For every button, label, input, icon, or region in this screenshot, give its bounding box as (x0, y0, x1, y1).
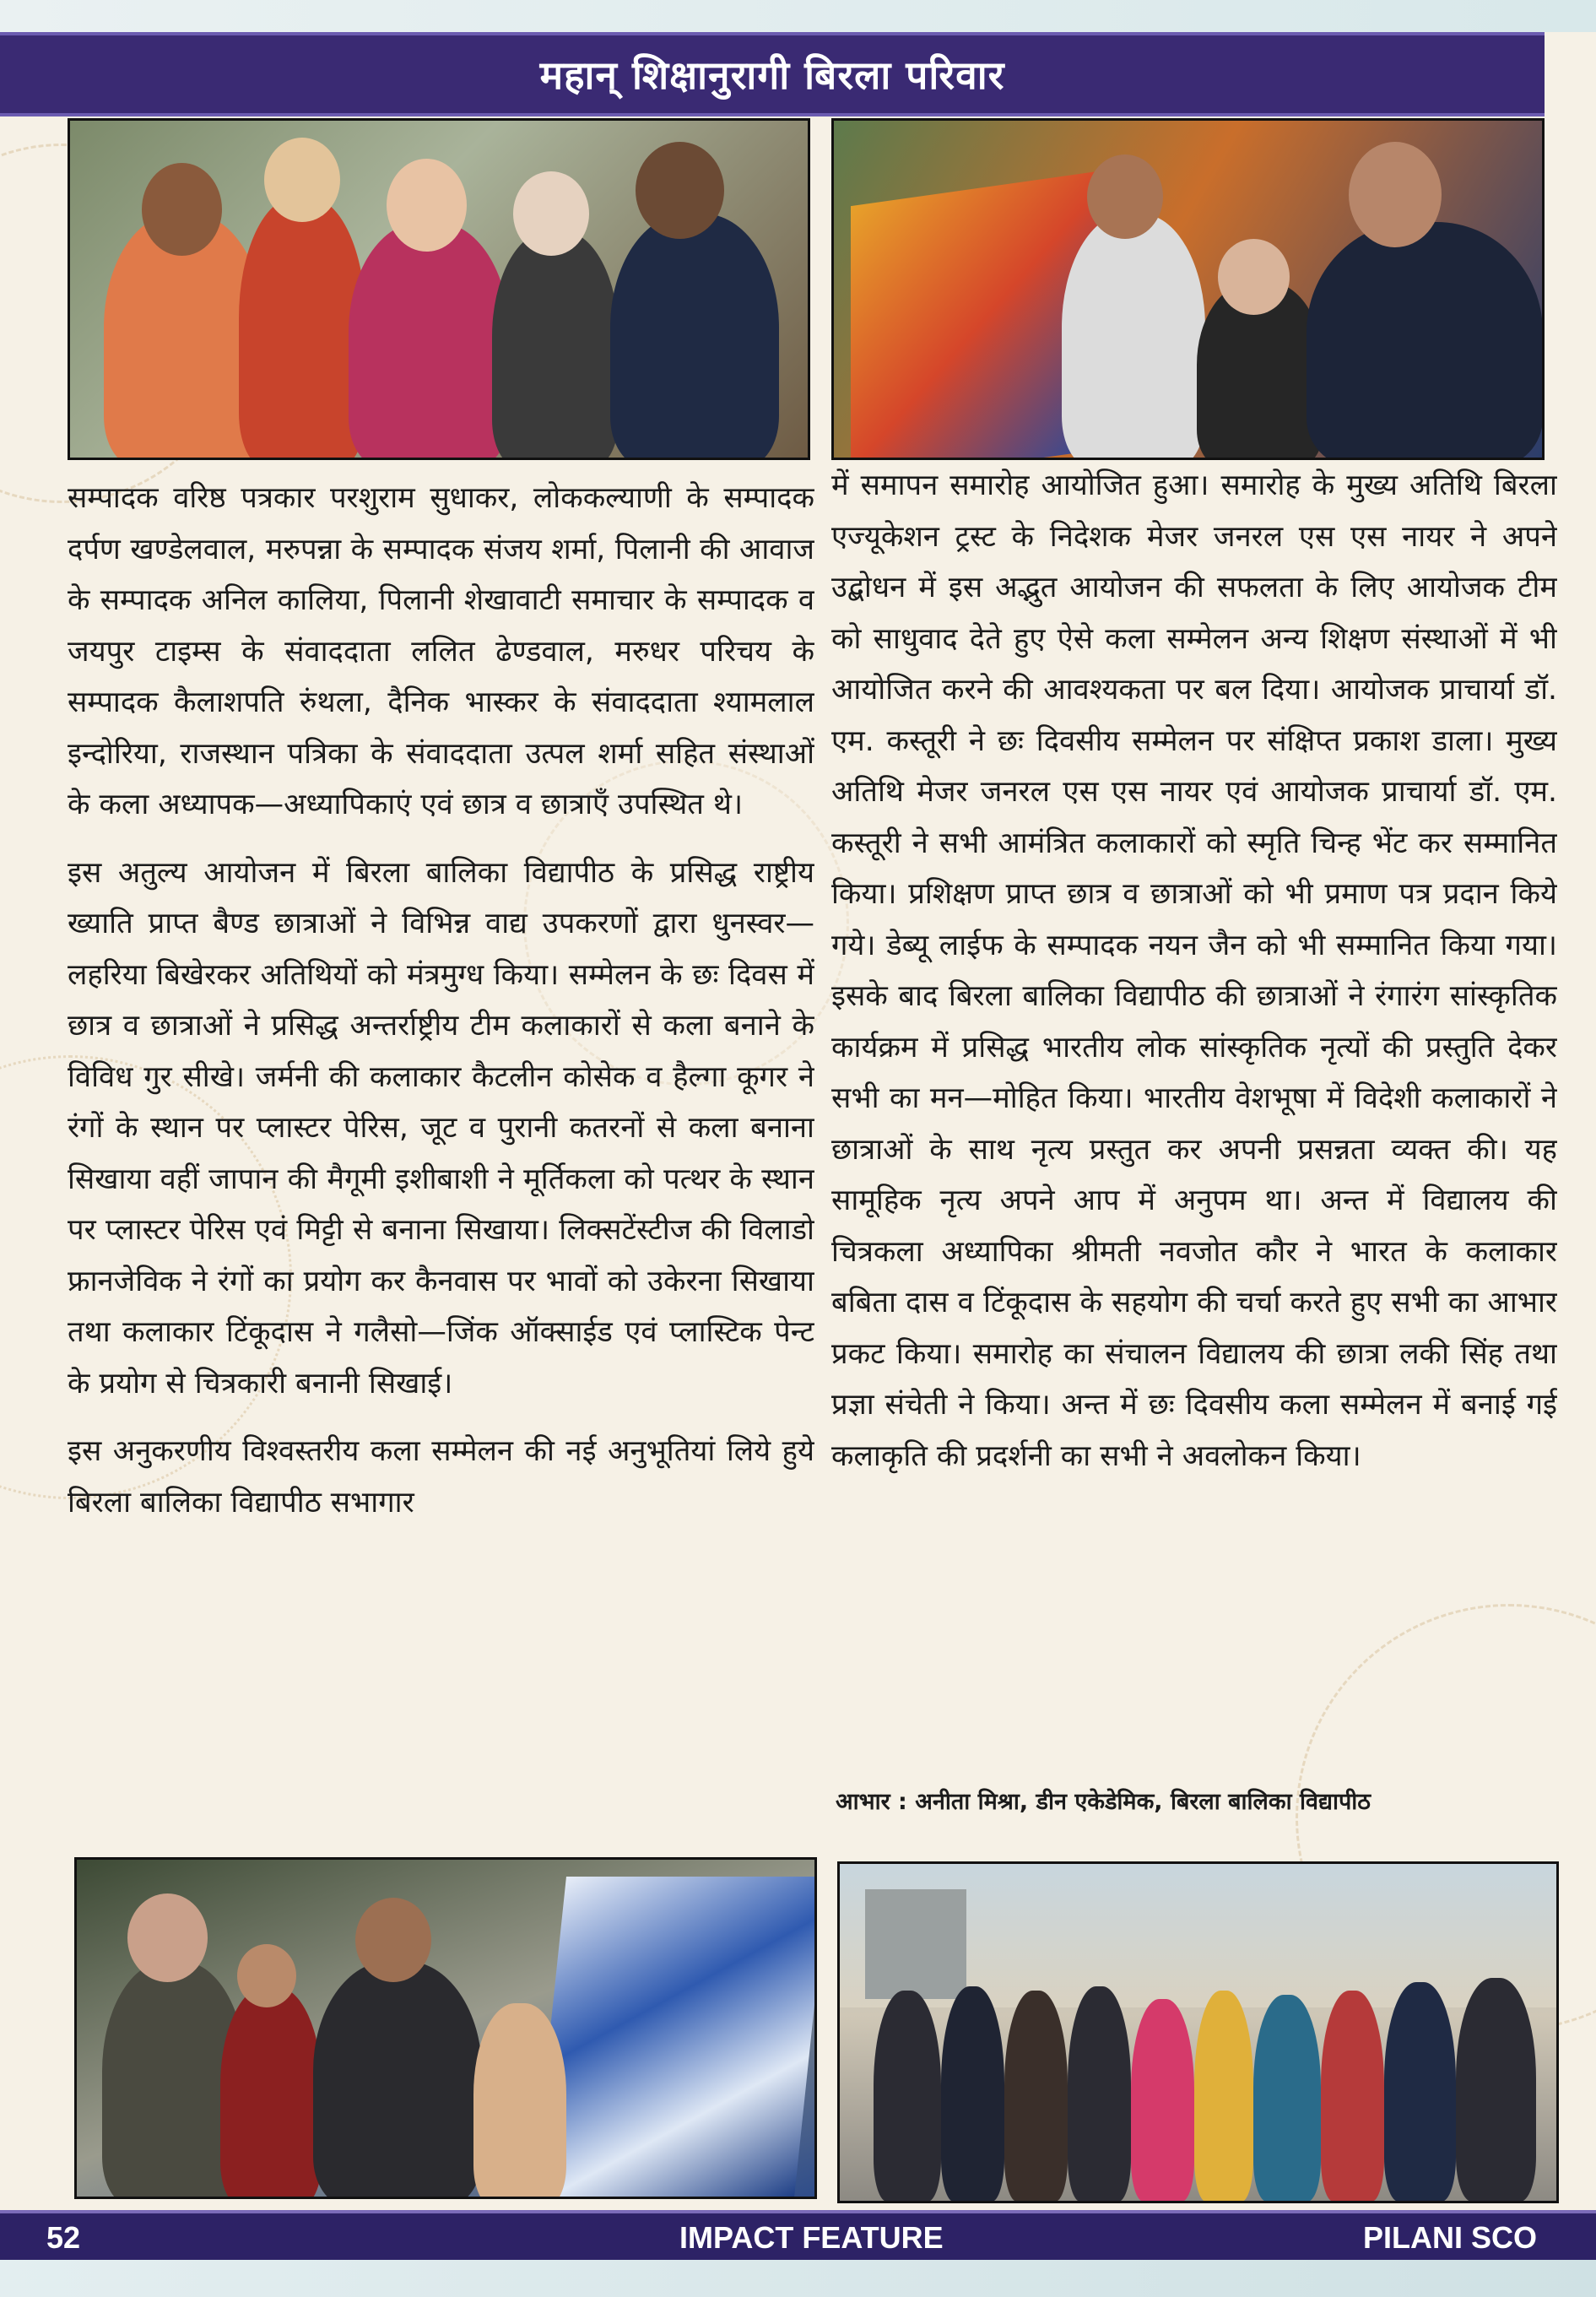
photo-guest-painting (831, 118, 1545, 460)
bottom-strip (0, 2260, 1596, 2297)
photo-guests-conversing (68, 118, 810, 460)
paragraph: इस अतुल्य आयोजन में बिरला बालिका विद्यापीठ के प्रसिद्ध राष्ट्रीय ख्याति प्राप्त बैण्ड छात्राओं ने विभिन्न वाद्य उपकरणों द्वारा धुनस्वर—लहरिया बिखेरकर अतिथियों को मंत्रमुग्ध किया। सम्मेलन के छः दिवस में छात्र व छात्राओं ने प्रसिद्ध अन्तर्राष्ट्रीय टीम कलाकारों से कला बनाने के विविध गुर सीखे। जर्मनी की कलाकार कैटलीन कोसेक व हैल्गा कूगर ने रंगों के स्थान पर प्लास्टर पेरिस, जूट व पुरानी कतरनों से कला बनाना सिखाया वहीं जापान की मैगूमी इशीबाशी ने मूर्तिकला को पत्थर के स्थान पर प्लास्टर पेरिस एवं मिट्टी से बनाना सिखाया। लिक्सटेंस्टीज की विलाडो फ्रानजेविक ने रंगों का प्रयोग कर कैनवास पर भावों को उकेरना सिखाया तथा कलाकार टिंकूदास ने गलैसो—जिंक ऑक्साईड एवं प्लास्टिक पेन्ट के प्रयोग से चित्रकारी बनानी सिखाई। (68, 855, 814, 1400)
paragraph: में समापन समारोह आयोजित हुआ। समारोह के मुख्य अतिथि बिरला एज्यूकेशन ट्रस्ट के निदेशक मेजर जनरल एस एस नायर ने अपने उद्बोधन में इस अद्भुत आयोजन की सफलता के लिए आयोजक टीम को साधुवाद देते हुए ऐसे कला सम्मेलन अन्य शिक्षण संस्थाओं में भी आयोजित करने की आवश्यकता पर बल दिया। आयोजक प्राचार्या डॉ. एम. कस्तूरी ने छः दिवसीय सम्मेलन पर संक्षिप्त प्रकाश डाला। मुख्य अतिथि मेजर जनरल एस एस नायर एवं आयोजक प्राचार्या डॉ. एम. कस्तूरी ने सभी आमंत्रित कलाकारों को स्मृति चिन्ह भेंट कर सम्मानित किया। प्रशिक्षण प्राप्त छात्र व छात्राओं को भी प्रमाण पत्र प्रदान किये गये। डेब्यू लाईफ के सम्पादक नयन जैन को भी सम्मानित किया गया। इसके बाद बिरला बालिका विद्यापीठ की छात्राओं ने रंगारंग सांस्कृतिक कार्यक्रम में प्रसिद्ध भारतीय लोक सांस्कृतिक नृत्यों की प्रस्तुति देकर सभी का मन—मोहित किया। भारतीय वेशभूषा में विदेशी कलाकारों ने छात्राओं के साथ नृत्य प्रस्तुत कर अपनी प्रसन्नता व्यक्त की। यह सामूहिक नृत्य अपने आप में अनुपम था। अन्त में विद्यालय की चित्रकला अध्यापिका श्रीमती नवजोत कौर ने भारत के कलाकार बबिता दास व टिंकूदास के सहयोग की चर्चा करते हुए सभी का आभार प्रकट किया। समारोह का संचालन विद्यालय की छात्रा लकी सिंह तथा प्रज्ञा संचेती ने किया। अन्त में छः दिवसीय कला सम्मेलन में बनाई गई कलाकृति की प्रदर्शनी का सभी ने अवलोकन किया। (831, 469, 1557, 1473)
page-title: महान् शिक्षानुरागी बिरला परिवार (539, 52, 1005, 98)
page-header (0, 32, 1545, 116)
publication-name: PILANI SCO (1363, 2220, 1538, 2255)
photo-visitors-viewing-art (74, 1857, 817, 2199)
article-left-column (68, 473, 814, 1857)
paragraph: इस अनुकरणीय विश्वस्तरीय कला सम्मेलन की नई अनुभूतियां लिये हुये बिरला बालिका विद्यापीठ सभागार (68, 1434, 814, 1520)
page-number: 52 (46, 2220, 81, 2255)
top-strip (0, 0, 1596, 32)
paragraph: सम्पादक वरिष्ठ पत्रकार परशुराम सुधाकर, लोककल्याणी के सम्पादक दर्पण खण्डेलवाल, मरुपन्ना के सम्पादक संजय शर्मा, पिलानी की आवाज के सम्पादक अनिल कालिया, पिलानी शेखावाटी समाचार के सम्पादक व जयपुर टाइम्स के संवाददाता ललित ढेण्डवाल, मरुधर परिचय के सम्पादक कैलाशपति रुंथला, दैनिक भास्कर के संवाददाता श्यामलाल इन्दोरिया, राजस्थान पत्रिका के संवाददाता उत्पल शर्मा सहित संस्थाओं के कला अध्यापक—अध्यापिकाएं एवं छात्र व छात्राएँ उपस्थित थे। (68, 481, 814, 821)
page-footer (0, 2213, 1596, 2260)
article-credit: आभार : अनीता मिश्रा, डीन एकेडेमिक, बिरला बालिका विद्यापीठ (836, 1789, 1371, 1815)
photo-group-of-guests (837, 1861, 1559, 2203)
article-right-column (831, 460, 1557, 1807)
section-label: IMPACT FEATURE (679, 2220, 944, 2255)
